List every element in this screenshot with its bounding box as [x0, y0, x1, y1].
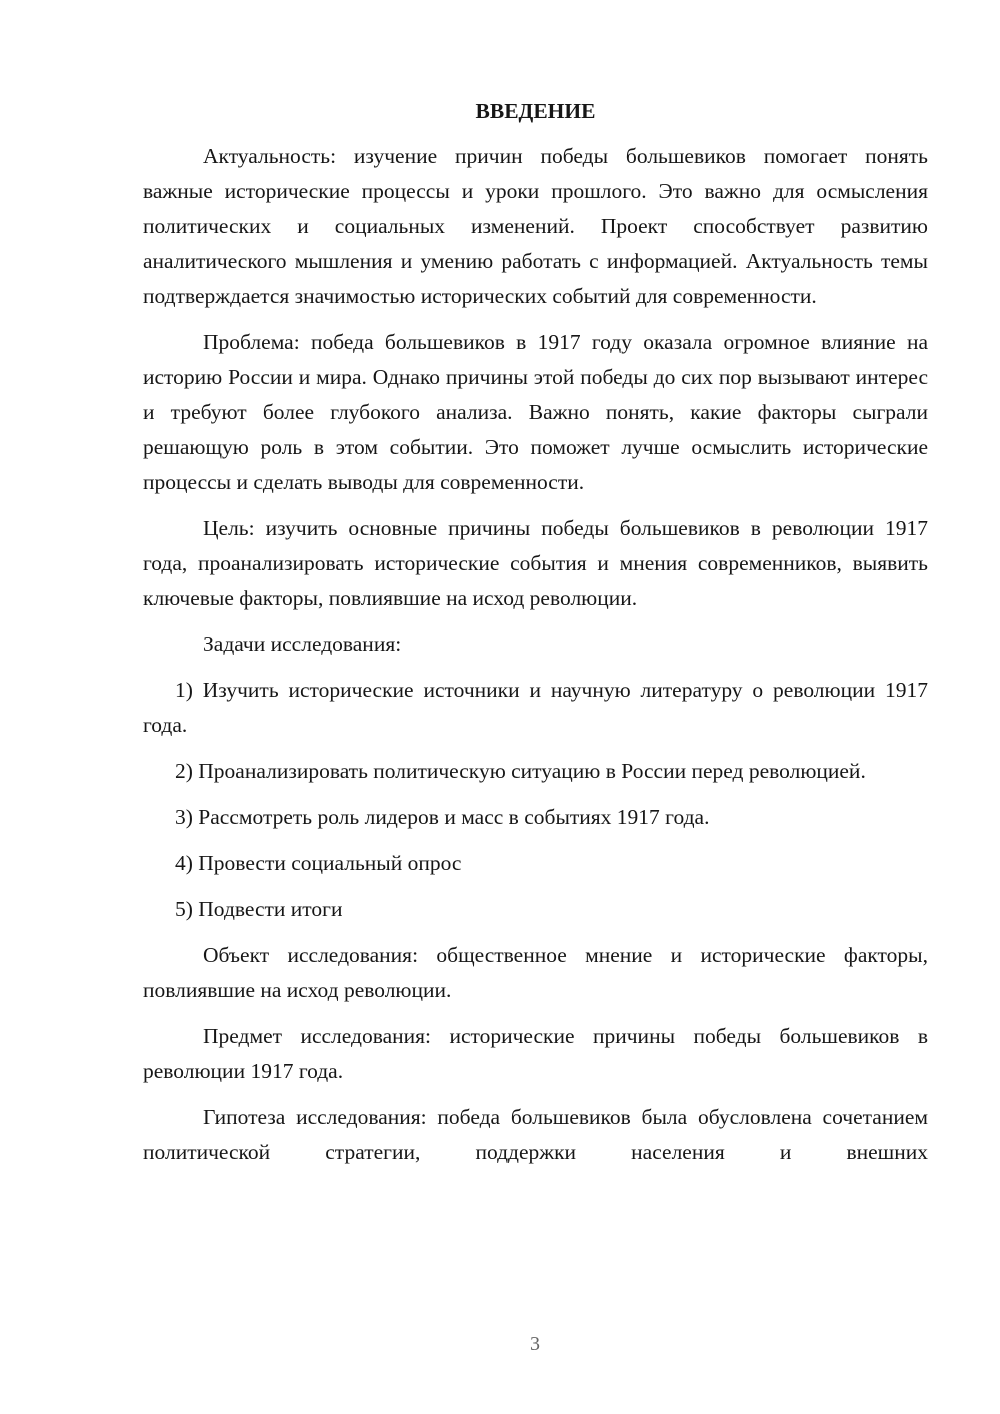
- page-number: 3: [530, 1333, 540, 1355]
- goal-paragraph: Цель: изучить основные причины победы большевиков в революции 1917 года, проанализировать исторические события и мнения современников, выявить ключевые факторы, повлиявшие на исход революции.: [143, 516, 928, 610]
- task-item-3: 3) Рассмотреть роль лидеров и масс в событиях 1917 года.: [175, 805, 710, 829]
- task-item-1: 1) Изучить исторические источники и научную литературу о революции 1917 года.: [143, 678, 928, 737]
- task-item-4: 4) Провести социальный опрос: [175, 851, 462, 875]
- subject-paragraph: Предмет исследования: исторические причины победы большевиков в революции 1917 года.: [143, 1024, 928, 1083]
- document-page: [143, 94, 928, 1170]
- problem-paragraph: Проблема: победа большевиков в 1917 году оказала огромное влияние на историю России и мира. Однако причины этой победы до сих пор вызывают интерес и требуют более глубокого анализа. Важно понять, какие факторы сыграли решающую роль в этом событии. Это поможет лучше осмыслить исторические процессы и сделать выводы для современности.: [143, 330, 928, 494]
- page-title: ВВЕДЕНИЕ: [475, 99, 596, 123]
- task-item-2: 2) Проанализировать политическую ситуацию в России перед революцией.: [175, 759, 866, 783]
- relevance-paragraph: Актуальность: изучение причин победы большевиков помогает понять важные исторические процессы и уроки прошлого. Это важно для осмысления политических и социальных изменений. Проект способствует развитию аналитического мышления и умению работать с информацией. Актуальность темы подтверждается значимостью исторических событий для современности.: [143, 144, 928, 308]
- object-paragraph: Объект исследования: общественное мнение и исторические факторы, повлиявшие на исход революции.: [143, 943, 928, 1002]
- task-item-5: 5) Подвести итоги: [175, 897, 343, 921]
- hypothesis-paragraph: Гипотеза исследования: победа большевиков была обусловлена сочетанием политической стратегии, поддержки населения и внешних: [143, 1105, 928, 1164]
- tasks-heading: Задачи исследования:: [203, 632, 402, 656]
